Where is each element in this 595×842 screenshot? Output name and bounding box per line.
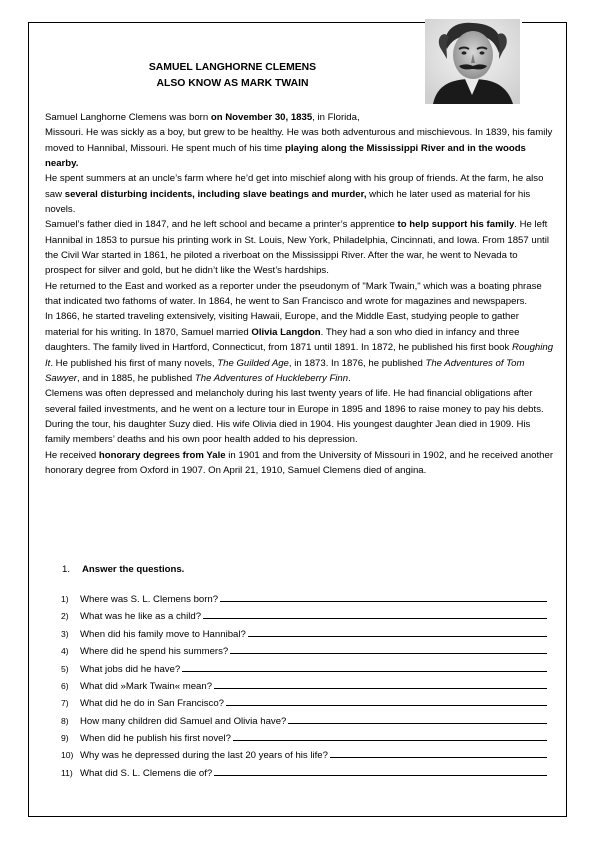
question-number: 9) bbox=[61, 733, 69, 743]
question-item bbox=[61, 590, 556, 607]
frame-top-right bbox=[522, 22, 567, 23]
task-number: 1. bbox=[62, 564, 71, 575]
portrait-photo bbox=[425, 19, 520, 104]
question-number: 8) bbox=[61, 715, 69, 726]
bio-paragraph-6: In 1866, he started traveling extensively, visiting Hawaii, Europe, and the Middle East, studying people to gather material for his writing. In 1870, Samuel married Olivia Langdon. They had a son who died in infancy and three daughters. The family lived in Hartford, Connecticut, from 1871 until 1891. In 1872, he published his first book Roughing It. He published his first of many novels, The Guilded Age, in 1873. In 1876, he published The Adventures of Tom Sawyer, and in 1885, he published The Adventures of Huckleberry Finn. bbox=[45, 311, 554, 384]
answer-line[interactable] bbox=[230, 642, 547, 654]
question-text: What did S. L. Clemens die of? bbox=[80, 767, 213, 779]
task-heading bbox=[62, 563, 184, 576]
bio-paragraph-1: Samuel Langhorne Clemens was born on November 30, 1835, in Florida, bbox=[45, 112, 360, 123]
question-number: 2) bbox=[61, 611, 69, 622]
frame-right bbox=[566, 22, 567, 817]
question-text: What was he like as a child? bbox=[80, 611, 202, 623]
bio-paragraph-8: He received honorary degrees from Yale in 1901 and from the University of Missouri in 1902, and he received another honorary degree from Oxford in 1907. On April 21, 1910, Samuel Clemens died of angina. bbox=[45, 449, 554, 476]
answer-line[interactable] bbox=[233, 729, 547, 741]
question-item bbox=[61, 625, 556, 642]
question-number: 6) bbox=[61, 680, 69, 691]
question-text: How many children did Samuel and Olivia have? bbox=[80, 715, 287, 727]
question-number: 10) bbox=[61, 750, 74, 761]
answer-line[interactable] bbox=[288, 712, 547, 724]
bio-paragraph-4: Samuel’s father died in 1847, and he left school and became a printer’s apprentice to help support his family. He left Hannibal in 1853 to pursue his printing work in St. Louis, New York, Philadelphia, Cincinnati, and Iowa. From 1857 until the Civil War started in 1861, he piloted a riverboat on the Mississippi River. After the war, he went to Nevada to prospect for silver and gold, but he didn’t like the West’s hardships. bbox=[45, 219, 549, 277]
question-item bbox=[61, 764, 556, 781]
frame-top-left bbox=[28, 22, 425, 23]
answer-line[interactable] bbox=[203, 607, 547, 619]
question-number: 11) bbox=[61, 767, 73, 778]
question-text: Where was S. L. Clemens born? bbox=[80, 594, 219, 605]
question-text: When did his family move to Hannibal? bbox=[80, 628, 246, 640]
question-number: 4) bbox=[61, 646, 69, 657]
question-item bbox=[61, 607, 556, 624]
question-number: 3) bbox=[61, 628, 69, 639]
question-item bbox=[61, 694, 556, 711]
question-text: Why was he depressed during the last 20 years of his life? bbox=[80, 750, 328, 762]
question-item bbox=[61, 712, 556, 729]
question-text: What did »Mark Twain« mean? bbox=[80, 680, 213, 692]
question-number: 1) bbox=[61, 594, 69, 604]
answer-line[interactable] bbox=[330, 746, 547, 758]
answer-line[interactable] bbox=[182, 660, 547, 672]
question-number: 5) bbox=[61, 663, 69, 674]
frame-bottom bbox=[28, 816, 567, 817]
answer-line[interactable] bbox=[214, 677, 547, 689]
question-item bbox=[61, 729, 556, 746]
question-item bbox=[61, 642, 556, 659]
bio-paragraph-3: He spent summers at an uncle’s farm where he’d get into mischief along with his group of friends. At the farm, he also saw several disturbing incidents, including slave beatings and murder, which he later used as material for his novels. bbox=[45, 173, 544, 216]
answer-line[interactable] bbox=[220, 590, 547, 602]
question-item bbox=[61, 746, 556, 763]
bio-paragraph-7: Clemens was often depressed and melancholy during his last twenty years of life. He had financial obligations after several failed investments, and he went on a lecture tour in Europe in 1895 and 1896 to raise money to pay his debts. During the tour, his daughter Suzy died. His wife Olivia died in 1904. His youngest daughter Jean died in 1909. His family members’ deaths and his own poor health added to his depression. bbox=[45, 388, 544, 446]
task-label: Answer the questions. bbox=[82, 564, 185, 575]
title-line-1: SAMUEL LANGHORNE CLEMENS bbox=[148, 62, 317, 73]
answer-line[interactable] bbox=[214, 764, 547, 776]
question-text: What did he do in San Francisco? bbox=[80, 698, 224, 710]
frame-left bbox=[28, 22, 29, 817]
question-list bbox=[61, 590, 556, 781]
title-line-2: ALSO KNOW AS MARK TWAIN bbox=[156, 78, 309, 89]
question-item bbox=[61, 677, 556, 694]
question-text: Where did he spend his summers? bbox=[80, 646, 229, 658]
question-number: 7) bbox=[61, 698, 69, 709]
bio-paragraph-5: He returned to the East and worked as a reporter under the pseudonym of "Mark Twain," which was a boating phrase that indicated two fathoms of water. In 1864, he went to San Francisco and wrote for magazines and newspapers. bbox=[45, 280, 542, 308]
page-title bbox=[110, 60, 355, 92]
question-text: When did he publish his first novel? bbox=[80, 733, 231, 744]
bio-paragraph-2: Missouri. He was sickly as a boy, but grew to be healthy. He was both adventurous and mischievous. In 1839, his family moved to Hannibal, Missouri. He spent much of his time playing along the Mississippi River and in the woods nearby. bbox=[45, 127, 553, 170]
answer-line[interactable] bbox=[248, 625, 547, 637]
answer-line[interactable] bbox=[226, 694, 547, 706]
question-item bbox=[61, 660, 556, 677]
biography-text bbox=[45, 110, 555, 478]
question-text: What jobs did he have? bbox=[80, 663, 181, 675]
